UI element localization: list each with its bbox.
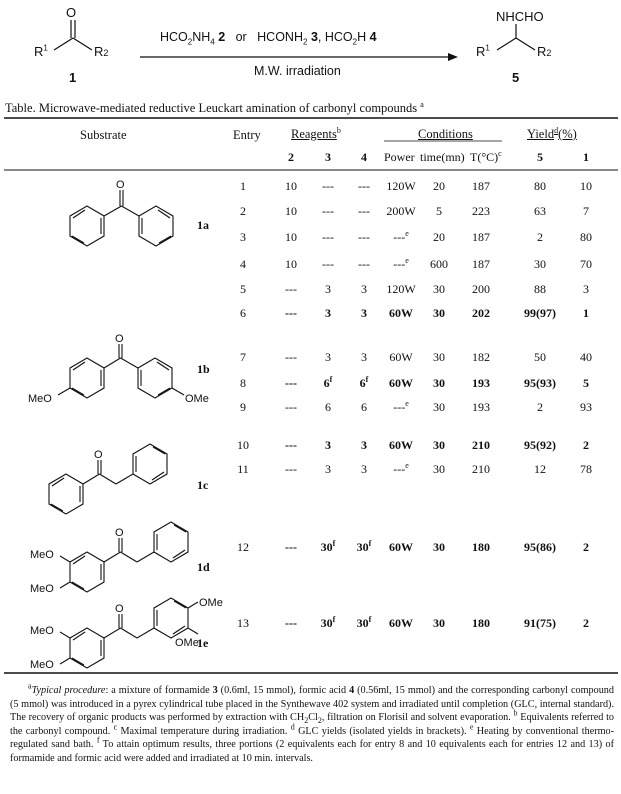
cell-y5: 2	[537, 400, 543, 414]
subheader-1: 1	[583, 150, 589, 164]
structure-1b	[58, 344, 184, 398]
cell-y1: 1	[583, 306, 589, 320]
cell-r4: 6	[361, 400, 367, 414]
subheader-3: 3	[325, 150, 331, 164]
cell-r3: 6$^f$	[323, 375, 333, 390]
subheader-2: 2	[288, 150, 294, 164]
cell-r4: 6$^f$	[359, 375, 369, 390]
cell-y1: 2	[583, 616, 589, 630]
substrate-label-1e: 1e	[197, 636, 209, 650]
cell-temp: 193	[472, 376, 490, 390]
cell-temp: 187	[472, 230, 490, 244]
cell-temp: 180	[472, 540, 490, 554]
ome4-1e: OMe	[175, 637, 199, 649]
cell-time: 30	[433, 400, 445, 414]
ketone-oxygen: O	[66, 5, 77, 20]
cell-y1: 2	[583, 540, 589, 554]
cell-r4: ---	[358, 257, 370, 271]
header-substrate: Substrate	[80, 128, 127, 142]
atom-o-1b: O	[115, 333, 124, 345]
cell-r4: ---	[358, 204, 370, 218]
cell-y1: 2	[583, 438, 589, 452]
cell-r4: ---	[358, 230, 370, 244]
cell-power: 120W	[386, 179, 416, 193]
cell-entry: 4	[240, 257, 246, 271]
cell-y1: 93	[580, 400, 592, 414]
ome2-1d: MeO	[30, 583, 54, 595]
subheader-5: 5	[537, 150, 543, 164]
cell-entry: 1	[240, 179, 246, 193]
reactant-r2: R2	[94, 44, 109, 59]
cell-entry: 5	[240, 282, 246, 296]
atom-o-1c: O	[94, 449, 103, 461]
cell-r2: 10	[285, 230, 297, 244]
cell-y1: 5	[583, 376, 589, 390]
cell-r4: 3	[361, 350, 367, 364]
cell-y5: 95(92)	[524, 438, 556, 452]
cell-r3: 3	[325, 462, 331, 476]
reaction-conditions: M.W. irradiation	[254, 64, 341, 78]
substrate-label-1b: 1b	[197, 362, 210, 376]
subheader-time: time(mn)	[420, 150, 465, 164]
cell-y5: 30	[534, 257, 546, 271]
cell-temp: 210	[472, 462, 490, 476]
cell-temp: 182	[472, 350, 490, 364]
product-label: 5	[512, 70, 520, 85]
cell-y1: 80	[580, 230, 592, 244]
structure-1a	[70, 190, 173, 246]
cell-time: 20	[433, 230, 445, 244]
cell-time: 30	[433, 306, 445, 320]
cell-r4: 30$^f$	[356, 539, 372, 554]
reagents-line: $HCO_2NH_4$ 2 or $HCONH_2$ 3, $HCO_2H$ 4	[160, 30, 377, 47]
cell-y1: 3	[583, 282, 589, 296]
cell-r3: ---	[322, 230, 334, 244]
ome3-1e: OMe	[199, 597, 223, 609]
cell-r2: ---	[285, 616, 297, 630]
cell-power: ---$^e$	[393, 461, 409, 476]
header-yield: Yield$^d$(%)	[527, 125, 577, 141]
cell-r3: ---	[322, 257, 334, 271]
substrate-label-1d: 1d	[197, 560, 210, 574]
cell-power: ---$^e$	[393, 229, 409, 244]
cell-y5: 95(86)	[524, 540, 556, 554]
cell-r4: 30$^f$	[356, 615, 372, 630]
cell-r2: ---	[285, 438, 297, 452]
cell-r3: 3	[325, 438, 331, 452]
cell-y5: 50	[534, 350, 546, 364]
cell-time: 5	[436, 204, 442, 218]
ome1-1e: MeO	[30, 625, 54, 637]
cell-r3: 30$^f$	[320, 539, 336, 554]
cell-entry: 9	[240, 400, 246, 414]
cell-temp: 202	[472, 306, 490, 320]
cell-r4: 3	[361, 282, 367, 296]
product-nhcho: NHCHO	[496, 9, 544, 24]
cell-r3: ---	[322, 179, 334, 193]
cell-power: 60W	[389, 540, 413, 554]
ome-left-1b: MeO	[28, 393, 52, 405]
cell-y5: 91(75)	[524, 616, 556, 630]
cell-r2: ---	[285, 306, 297, 320]
cell-entry: 11	[237, 462, 249, 476]
cell-r2: 10	[285, 204, 297, 218]
cell-time: 30	[433, 540, 445, 554]
ome1-1d: MeO	[30, 549, 54, 561]
substrate-label-1a: 1a	[197, 218, 209, 232]
cell-y5: 88	[534, 282, 546, 296]
cell-r3: 30$^f$	[320, 615, 336, 630]
cell-r3: 3	[325, 282, 331, 296]
cell-power: 60W	[389, 376, 413, 390]
cell-r4: ---	[358, 179, 370, 193]
table-caption: Table. Microwave-mediated reductive Leuckart amination of carbonyl compounds $^a$	[5, 99, 424, 115]
cell-temp: 180	[472, 616, 490, 630]
cell-r2: 10	[285, 179, 297, 193]
cell-time: 30	[433, 462, 445, 476]
structure-1e	[60, 598, 198, 668]
reactant-label: 1	[69, 70, 77, 85]
cell-temp: 187	[472, 179, 490, 193]
cell-y5: 95(93)	[524, 376, 556, 390]
cell-power: 120W	[386, 282, 416, 296]
cell-r2: 10	[285, 257, 297, 271]
cell-y5: 2	[537, 230, 543, 244]
cell-y5: 63	[534, 204, 546, 218]
cell-r2: ---	[285, 462, 297, 476]
atom-o-1e: O	[115, 603, 124, 615]
cell-time: 30	[433, 438, 445, 452]
cell-r4: 3	[361, 306, 367, 320]
reactant-r1: $R^1$	[34, 43, 48, 59]
cell-r3: ---	[322, 204, 334, 218]
cell-power: 60W	[389, 306, 413, 320]
product-r2: R2	[537, 44, 552, 59]
cell-entry: 7	[240, 350, 246, 364]
cell-r2: ---	[285, 540, 297, 554]
cell-y1: 40	[580, 350, 592, 364]
cell-power: 60W	[389, 438, 413, 452]
cell-time: 30	[433, 376, 445, 390]
atom-o-1d: O	[115, 527, 124, 539]
subheader-power: Power	[384, 150, 415, 164]
cell-temp: 187	[472, 257, 490, 271]
subheader-4: 4	[361, 150, 367, 164]
cell-temp: 193	[472, 400, 490, 414]
cell-y5: 12	[534, 462, 546, 476]
cell-time: 600	[430, 257, 448, 271]
cell-entry: 12	[237, 540, 249, 554]
cell-entry: 2	[240, 204, 246, 218]
cell-r2: ---	[285, 350, 297, 364]
cell-entry: 3	[240, 230, 246, 244]
cell-entry: 8	[240, 376, 246, 390]
structure-1d	[60, 522, 188, 592]
ome2-1e: MeO	[30, 659, 54, 671]
cell-temp: 223	[472, 204, 490, 218]
cell-y5: 80	[534, 179, 546, 193]
header-entry: Entry	[233, 128, 261, 142]
cell-r2: ---	[285, 400, 297, 414]
cell-power: 60W	[389, 350, 413, 364]
cell-r3: 6	[325, 400, 331, 414]
cell-y1: 10	[580, 179, 592, 193]
cell-time: 30	[433, 616, 445, 630]
cell-y1: 70	[580, 257, 592, 271]
product-r1: $R^1$	[476, 43, 490, 59]
cell-y5: 99(97)	[524, 306, 556, 320]
cell-r2: ---	[285, 376, 297, 390]
cell-entry: 13	[237, 616, 249, 630]
cell-y1: 7	[583, 204, 589, 218]
cell-time: 30	[433, 350, 445, 364]
substrate-label-1c: 1c	[197, 478, 209, 492]
cell-r2: ---	[285, 282, 297, 296]
footnote-text: $^a$Typical procedure: a mixture of formamide 3 (0.6ml, 15 mmol), formic acid 4 (0.56ml, 15 mmol) and the corresponding carbonyl compound (5 mmol) was introduced in a pyrex cylindrical tube placed in the Synthewave 402 system and irradiated until completion (GLC, internal standard). The recovery of organic products was performed by extraction with $CH_2Cl_2$, filtration on Florisil and solvent evaporation. $^b$ Equivalents referred to the carbonyl compound. $^c$ Maximal temperature during irradiation. $^d$ GLC yields (isolated yields in brackets). $^e$ Heating by conventional thermo-regulated sand bath. $^f$ To attain optimum results, three portions (2 equivalents each for entry 8 and 10 equivalents each for entries 12 and 13) of formamide and formic acid were added and irradiated at 10 min. intervals.	[10, 681, 615, 764]
cell-r3: 3	[325, 350, 331, 364]
cell-power: ---$^e$	[393, 399, 409, 414]
cell-r4: 3	[361, 438, 367, 452]
ome-right-1b: OMe	[185, 393, 209, 405]
cell-y1: 78	[580, 462, 592, 476]
cell-entry: 6	[240, 306, 246, 320]
subheader-temp: $T(^\circ C)^c$	[470, 149, 502, 164]
header-conditions: Conditions	[418, 127, 473, 141]
footnotes	[10, 681, 615, 766]
cell-time: 30	[433, 282, 445, 296]
cell-power: 60W	[389, 616, 413, 630]
cell-r3: 3	[325, 306, 331, 320]
structure-1c	[49, 444, 167, 514]
cell-temp: 200	[472, 282, 490, 296]
header-reagents: Reagents$^b$	[291, 125, 341, 141]
cell-temp: 210	[472, 438, 490, 452]
atom-o-1a: O	[116, 179, 125, 191]
cell-power: 200W	[386, 204, 416, 218]
cell-r4: 3	[361, 462, 367, 476]
cell-entry: 10	[237, 438, 249, 452]
cell-time: 20	[433, 179, 445, 193]
cell-power: ---$^e$	[393, 256, 409, 271]
